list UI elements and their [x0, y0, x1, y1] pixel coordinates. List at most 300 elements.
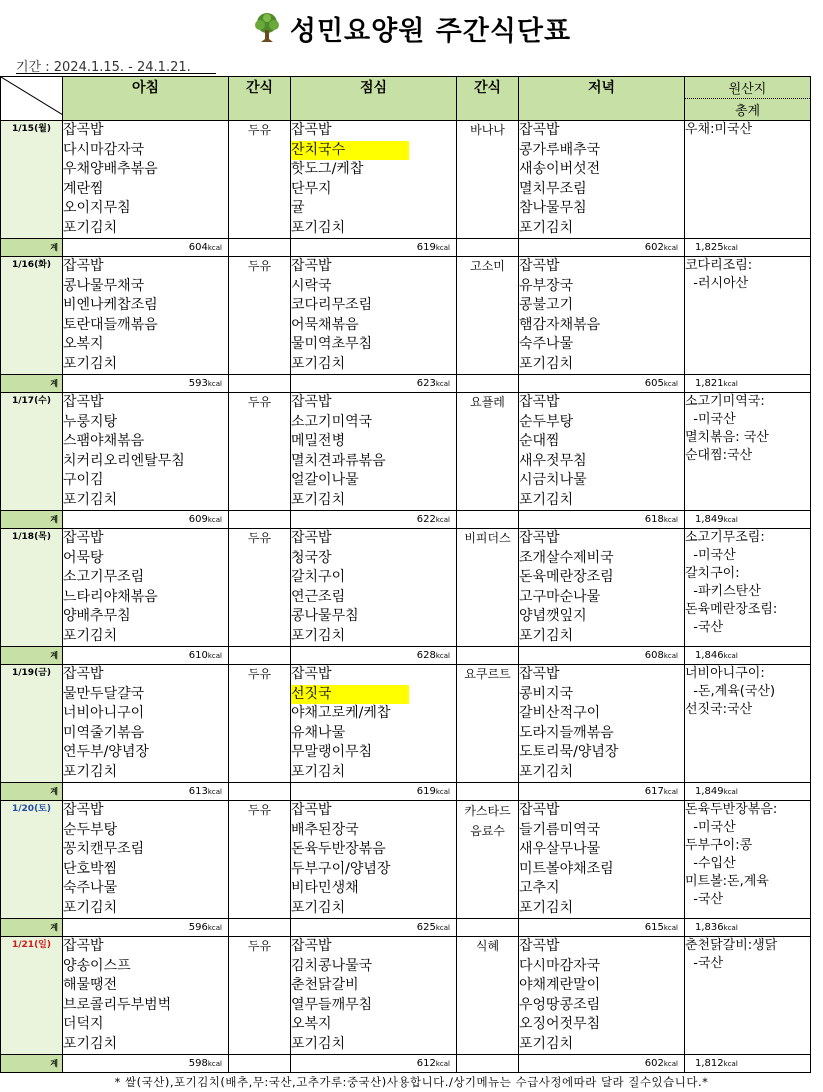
menu-item: 잡곡밥: [63, 938, 104, 954]
menu-item: 잡곡밥: [291, 394, 332, 410]
menu-item: 시락국: [291, 277, 332, 294]
snack1-cell: 두유: [229, 529, 291, 647]
menu-item: 춘천닭갈비: [291, 977, 359, 993]
snack1-kcal: [229, 919, 291, 937]
kcal-value: 1,825: [695, 242, 724, 253]
total-row: [1, 239, 811, 257]
kcal-unit: kcal: [723, 652, 738, 660]
total-label: 계: [1, 375, 63, 393]
date-cell: 1/17(수): [1, 393, 63, 511]
date-cell: 1/19(금): [1, 665, 63, 783]
origin-line: -러시아산: [685, 276, 749, 291]
dinner-cell: [519, 529, 685, 647]
lunch-kcal: [291, 511, 457, 529]
snack1-cell: 두유: [229, 665, 291, 783]
menu-item: 돈육메란장조림: [519, 569, 614, 585]
dinner-kcal: [519, 511, 685, 529]
snack2-cell: 식혜: [457, 937, 519, 1055]
kcal-value: 615: [644, 922, 664, 933]
menu-item: 잡곡밥: [63, 122, 104, 138]
origin-cell: [685, 665, 811, 783]
snack2-kcal: [457, 375, 519, 393]
menu-item: 잡곡밥: [519, 938, 560, 954]
menu-item: 멸치무조림: [519, 180, 587, 197]
menu-item: 핫도그/케찹: [291, 161, 364, 177]
menu-item: 오복지: [291, 1016, 332, 1032]
snack2-cell: 비피더스: [457, 529, 519, 647]
menu-item: 계란찜: [63, 180, 104, 197]
kcal-unit: kcal: [207, 788, 222, 796]
menu-item: 포기김치: [519, 627, 574, 644]
header-snack1: 간식: [229, 77, 291, 121]
menu-item: 잡곡밥: [519, 666, 560, 682]
kcal-unit: kcal: [435, 788, 450, 796]
menu-item: 포기김치: [519, 1035, 574, 1052]
kcal-value: 1,849: [695, 786, 724, 797]
kcal-unit: kcal: [663, 924, 678, 932]
dinner-cell: [519, 257, 685, 375]
snack1-kcal: [229, 1055, 291, 1073]
kcal-value: 1,821: [695, 378, 724, 389]
kcal-unit: kcal: [207, 652, 222, 660]
snack1-cell: 두유: [229, 121, 291, 239]
snack1-kcal: [229, 239, 291, 257]
origin-line: 갈치구이:: [685, 566, 740, 581]
total-row: [1, 919, 811, 937]
menu-item: 브로콜리두부범벅: [63, 996, 172, 1013]
menu-item: 유부장국: [519, 277, 574, 294]
snack2-cell: 카스타드 음료수: [457, 801, 519, 919]
diagonal-line-icon: [1, 77, 63, 115]
kcal-value: 602: [644, 242, 664, 253]
kcal-value: 1,846: [695, 650, 724, 661]
header-origin-label: 원산지: [685, 77, 810, 99]
menu-item: 참나물무침: [519, 200, 587, 216]
kcal-value: 1,849: [695, 514, 724, 525]
kcal-value: 619: [416, 786, 436, 797]
menu-item: 포기김치: [519, 355, 574, 372]
menu-item: 잡곡밥: [519, 258, 560, 274]
dinner-cell: [519, 121, 685, 239]
menu-item: 치커리오리엔탈무침: [63, 452, 185, 469]
total-label: 계: [1, 239, 63, 257]
menu-item: 더덕지: [63, 1016, 104, 1032]
menu-item: 새우젓무침: [519, 452, 587, 469]
menu-item: 새송이버섯전: [519, 161, 601, 177]
menu-item: 오이지무침: [63, 200, 131, 216]
dinner-cell: [519, 937, 685, 1055]
kcal-value: 623: [416, 378, 436, 389]
kcal-value: 602: [644, 1058, 664, 1069]
menu-item: 물미역초무침: [291, 336, 373, 352]
lunch-kcal: [291, 375, 457, 393]
snack1-cell: 두유: [229, 937, 291, 1055]
snack2-cell: 요플레: [457, 393, 519, 511]
menu-item: 포기김치: [519, 763, 574, 780]
menu-item: 느타리야채볶음: [63, 588, 158, 605]
total-label: 계: [1, 783, 63, 801]
menu-item: 포기김치: [519, 899, 574, 916]
total-label: 계: [1, 647, 63, 665]
corner-cell: [1, 77, 63, 121]
kcal-value: 618: [644, 514, 664, 525]
menu-item: 너비아니구이: [63, 705, 145, 721]
menu-item: 포기김치: [63, 899, 118, 916]
kcal-value: 609: [188, 514, 208, 525]
menu-item: 포기김치: [291, 899, 346, 916]
header-lunch: 점심: [291, 77, 457, 121]
kcal-value: 593: [188, 378, 208, 389]
snack1-kcal: [229, 511, 291, 529]
lunch-cell: [291, 665, 457, 783]
menu-item: 잡곡밥: [291, 122, 332, 138]
menu-item: 야채고로케/케찹: [291, 705, 391, 721]
menu-item: 햄감자채볶음: [519, 316, 601, 333]
total-kcal: [685, 375, 811, 393]
menu-item: 콩나물무침: [291, 608, 359, 624]
day-row: [1, 937, 811, 1055]
kcal-unit: kcal: [663, 788, 678, 796]
kcal-unit: kcal: [723, 244, 738, 252]
menu-item: 양배추무침: [63, 608, 131, 624]
origin-cell: [685, 937, 811, 1055]
kcal-unit: kcal: [663, 516, 678, 524]
day-row: [1, 121, 811, 239]
menu-item: 우채양배추볶음: [63, 161, 158, 177]
kcal-value: 605: [644, 378, 664, 389]
menu-item: 콩가루배추국: [519, 141, 601, 158]
lunch-kcal: [291, 1055, 457, 1073]
menu-item: 어묵탕: [63, 549, 104, 566]
origin-cell: [685, 257, 811, 375]
menu-item: 포기김치: [291, 1035, 346, 1052]
total-label: 계: [1, 1055, 63, 1073]
menu-item: 연근조림: [291, 588, 346, 605]
menu-item: 오복지: [63, 336, 104, 352]
menu-item: 잡곡밥: [63, 258, 104, 274]
snack2-kcal: [457, 239, 519, 257]
origin-line: -파키스탄산: [685, 584, 761, 599]
origin-line: -돈,계육(국산): [685, 684, 776, 699]
menu-item: 미트볼야채조림: [519, 860, 614, 877]
menu-item: 새우살무나물: [519, 841, 601, 857]
total-kcal: [685, 919, 811, 937]
menu-item: 비타민생채: [291, 880, 359, 896]
menu-item: 무말랭이무침: [291, 744, 373, 760]
header-origin: [685, 77, 811, 121]
kcal-value: 1,812: [695, 1058, 724, 1069]
origin-line: -국산: [685, 956, 724, 971]
total-label: 계: [1, 919, 63, 937]
menu-item: 잡곡밥: [519, 802, 560, 818]
origin-line: -국산: [685, 892, 724, 907]
lunch-cell: [291, 529, 457, 647]
menu-item: 포기김치: [291, 491, 346, 508]
header-snack2: 간식: [457, 77, 519, 121]
origin-line: 코다리조림:: [685, 258, 753, 273]
kcal-unit: kcal: [663, 244, 678, 252]
snack2-kcal: [457, 511, 519, 529]
menu-item: 양송이스프: [63, 957, 131, 974]
kcal-value: 610: [188, 650, 208, 661]
origin-line: 너비아니구이:: [685, 666, 765, 681]
menu-item: 스팸야채볶음: [63, 433, 145, 449]
snack1-kcal: [229, 647, 291, 665]
kcal-unit: kcal: [207, 516, 222, 524]
snack1-cell: 두유: [229, 393, 291, 511]
period-label: 기간 : 2024.1.15. - 24.1.21.: [16, 60, 191, 75]
origin-line: 선짓국:국산: [685, 702, 753, 717]
origin-cell: [685, 529, 811, 647]
menu-item: 포기김치: [63, 763, 118, 780]
snack1-cell: 두유: [229, 801, 291, 919]
date-cell: 1/15(월): [1, 121, 63, 239]
kcal-value: 619: [416, 242, 436, 253]
menu-item: 포기김치: [291, 355, 346, 372]
total-row: [1, 647, 811, 665]
dinner-cell: [519, 801, 685, 919]
menu-item: 꽁치캔무조림: [63, 841, 145, 857]
menu-body: [1, 121, 811, 1073]
kcal-unit: kcal: [207, 380, 222, 388]
menu-item: 유채나물: [291, 724, 346, 741]
snack2-cell: 요쿠르트: [457, 665, 519, 783]
menu-item: 포기김치: [63, 627, 118, 644]
breakfast-cell: [63, 393, 229, 511]
menu-item: 포기김치: [63, 355, 118, 372]
menu-item: 소고기미역국: [291, 413, 373, 430]
origin-line: 소고기미역국:: [685, 394, 765, 409]
kcal-unit: kcal: [207, 924, 222, 932]
origin-line: 돈육두반장볶음:: [685, 802, 778, 817]
kcal-value: 1,836: [695, 922, 724, 933]
menu-item: 콩불고기: [519, 297, 574, 313]
kcal-unit: kcal: [723, 380, 738, 388]
kcal-unit: kcal: [435, 380, 450, 388]
dinner-kcal: [519, 375, 685, 393]
dinner-kcal: [519, 1055, 685, 1073]
origin-line: -미국산: [685, 412, 736, 427]
menu-item: 잔치국수: [291, 141, 409, 161]
day-row: [1, 665, 811, 783]
menu-item: 오징어젓무침: [519, 1016, 601, 1032]
origin-line: 두부구이:콩: [685, 838, 753, 853]
menu-item: 야채계란말이: [519, 977, 601, 993]
menu-item: 시금치나물: [519, 472, 587, 488]
kcal-unit: kcal: [435, 652, 450, 660]
menu-item: 다시마감자국: [63, 141, 145, 158]
menu-item: 메밀전병: [291, 433, 346, 449]
kcal-value: 596: [188, 922, 208, 933]
kcal-unit: kcal: [663, 380, 678, 388]
lunch-kcal: [291, 919, 457, 937]
kcal-unit: kcal: [435, 924, 450, 932]
lunch-cell: [291, 121, 457, 239]
page-title: 성민요양원 주간식단표: [289, 15, 572, 47]
breakfast-kcal: [63, 511, 229, 529]
breakfast-cell: [63, 529, 229, 647]
menu-item: 포기김치: [63, 219, 118, 236]
snack1-cell: 두유: [229, 257, 291, 375]
breakfast-kcal: [63, 1055, 229, 1073]
menu-item: 포기김치: [63, 491, 118, 508]
menu-item: 어묵채볶음: [291, 316, 359, 333]
menu-item: 도토리묵/양념장: [519, 744, 619, 760]
total-kcal: [685, 647, 811, 665]
menu-item: 귤: [291, 200, 305, 216]
origin-line: -수입산: [685, 856, 736, 871]
menu-item: 연두부/양념장: [63, 744, 149, 760]
kcal-unit: kcal: [723, 516, 738, 524]
date-cell: 1/20(토): [1, 801, 63, 919]
kcal-value: 625: [416, 922, 436, 933]
menu-item: 잡곡밥: [291, 530, 332, 546]
breakfast-kcal: [63, 783, 229, 801]
menu-item: 숙주나물: [519, 336, 574, 352]
lunch-cell: [291, 393, 457, 511]
menu-item: 김치콩나물국: [291, 957, 373, 974]
menu-item: 얼갈이나물: [291, 472, 359, 488]
breakfast-kcal: [63, 919, 229, 937]
origin-line: 우채:미국산: [685, 122, 753, 137]
header-total-label: 총계: [734, 104, 761, 119]
tree-logo-icon: [252, 12, 282, 44]
total-row: [1, 511, 811, 529]
snack2-kcal: [457, 1055, 519, 1073]
menu-item: 토란대들깨볶음: [63, 316, 158, 333]
origin-line: 돈육메란장조림:: [685, 602, 778, 617]
origin-cell: [685, 801, 811, 919]
menu-item: 갈비산적구이: [519, 705, 601, 721]
kcal-unit: kcal: [723, 788, 738, 796]
kcal-unit: kcal: [435, 1060, 450, 1068]
menu-item: 포기김치: [63, 1035, 118, 1052]
menu-item: 잡곡밥: [291, 938, 332, 954]
kcal-unit: kcal: [207, 1060, 222, 1068]
menu-item: 멸치견과류볶음: [291, 452, 386, 469]
menu-item: 들기름미역국: [519, 821, 601, 838]
kcal-value: 628: [416, 650, 436, 661]
kcal-value: 604: [188, 242, 208, 253]
origin-line: 소고기무조림:: [685, 530, 765, 545]
menu-item: 누룽지탕: [63, 413, 118, 430]
date-cell: 1/21(일): [1, 937, 63, 1055]
breakfast-cell: [63, 937, 229, 1055]
dinner-kcal: [519, 239, 685, 257]
date-cell: 1/18(목): [1, 529, 63, 647]
kcal-unit: kcal: [663, 1060, 678, 1068]
menu-item: 순대찜: [519, 433, 560, 449]
menu-item: 해물땡전: [63, 977, 118, 993]
menu-item: 단무지: [291, 180, 332, 197]
snack1-kcal: [229, 375, 291, 393]
menu-item: 열무들깨무침: [291, 996, 373, 1013]
menu-item: 코다리무조림: [291, 297, 373, 313]
menu-item: 포기김치: [519, 491, 574, 508]
menu-item: 고구마순나물: [519, 588, 601, 605]
header-row: [1, 77, 811, 121]
menu-item: 두부구이/양념장: [291, 860, 391, 877]
kcal-unit: kcal: [435, 516, 450, 524]
menu-item: 다시마감자국: [519, 957, 601, 974]
kcal-unit: kcal: [435, 244, 450, 252]
total-row: [1, 783, 811, 801]
menu-item: 콩나물무채국: [63, 277, 145, 294]
menu-item: 우엉땅콩조림: [519, 996, 601, 1013]
header-dinner: 저녁: [519, 77, 685, 121]
lunch-kcal: [291, 783, 457, 801]
snack2-kcal: [457, 919, 519, 937]
menu-item: 순두부탕: [63, 821, 118, 838]
snack2-kcal: [457, 647, 519, 665]
menu-item: 단호박찜: [63, 860, 118, 877]
lunch-kcal: [291, 647, 457, 665]
kcal-unit: kcal: [207, 244, 222, 252]
menu-item: 포기김치: [519, 219, 574, 236]
total-kcal: [685, 1055, 811, 1073]
snack2-cell: 바나나: [457, 121, 519, 239]
menu-item: 갈치구이: [291, 569, 346, 585]
menu-item: 돈육두반장볶음: [291, 841, 386, 857]
menu-item: 숙주나물: [63, 880, 118, 896]
total-label: 계: [1, 511, 63, 529]
menu-item: 잡곡밥: [291, 802, 332, 818]
menu-item: 잡곡밥: [519, 530, 560, 546]
menu-item: 양념깻잎지: [519, 608, 587, 624]
total-kcal: [685, 511, 811, 529]
dinner-kcal: [519, 919, 685, 937]
snack2-kcal: [457, 783, 519, 801]
menu-item: 잡곡밥: [63, 394, 104, 410]
menu-item: 고추지: [519, 880, 560, 896]
menu-item: 청국장: [291, 549, 332, 566]
kcal-value: 612: [416, 1058, 436, 1069]
period-underline: [16, 73, 216, 74]
weekly-menu-table: [0, 76, 811, 1073]
origin-line: 멸치볶음: 국산: [685, 430, 769, 445]
total-row: [1, 375, 811, 393]
menu-item: 조개살수제비국: [519, 549, 614, 566]
kcal-value: 617: [644, 786, 664, 797]
menu-item: 포기김치: [291, 219, 346, 236]
day-row: [1, 257, 811, 375]
menu-item: 잡곡밥: [63, 666, 104, 682]
origin-cell: [685, 121, 811, 239]
breakfast-kcal: [63, 375, 229, 393]
menu-item: 잡곡밥: [519, 122, 560, 138]
menu-item: 배추된장국: [291, 821, 359, 838]
breakfast-cell: [63, 801, 229, 919]
origin-cell: [685, 393, 811, 511]
menu-item: 미역줄기볶음: [63, 724, 145, 741]
day-row: [1, 801, 811, 919]
menu-item: 잡곡밥: [63, 530, 104, 546]
breakfast-kcal: [63, 239, 229, 257]
lunch-kcal: [291, 239, 457, 257]
breakfast-cell: [63, 257, 229, 375]
menu-item: 잡곡밥: [291, 258, 332, 274]
lunch-cell: [291, 801, 457, 919]
origin-line: -미국산: [685, 820, 736, 835]
lunch-cell: [291, 937, 457, 1055]
dinner-kcal: [519, 783, 685, 801]
kcal-unit: kcal: [723, 1060, 738, 1068]
total-kcal: [685, 239, 811, 257]
menu-item: 선짓국: [291, 685, 409, 705]
kcal-unit: kcal: [723, 924, 738, 932]
breakfast-kcal: [63, 647, 229, 665]
kcal-value: 598: [188, 1058, 208, 1069]
